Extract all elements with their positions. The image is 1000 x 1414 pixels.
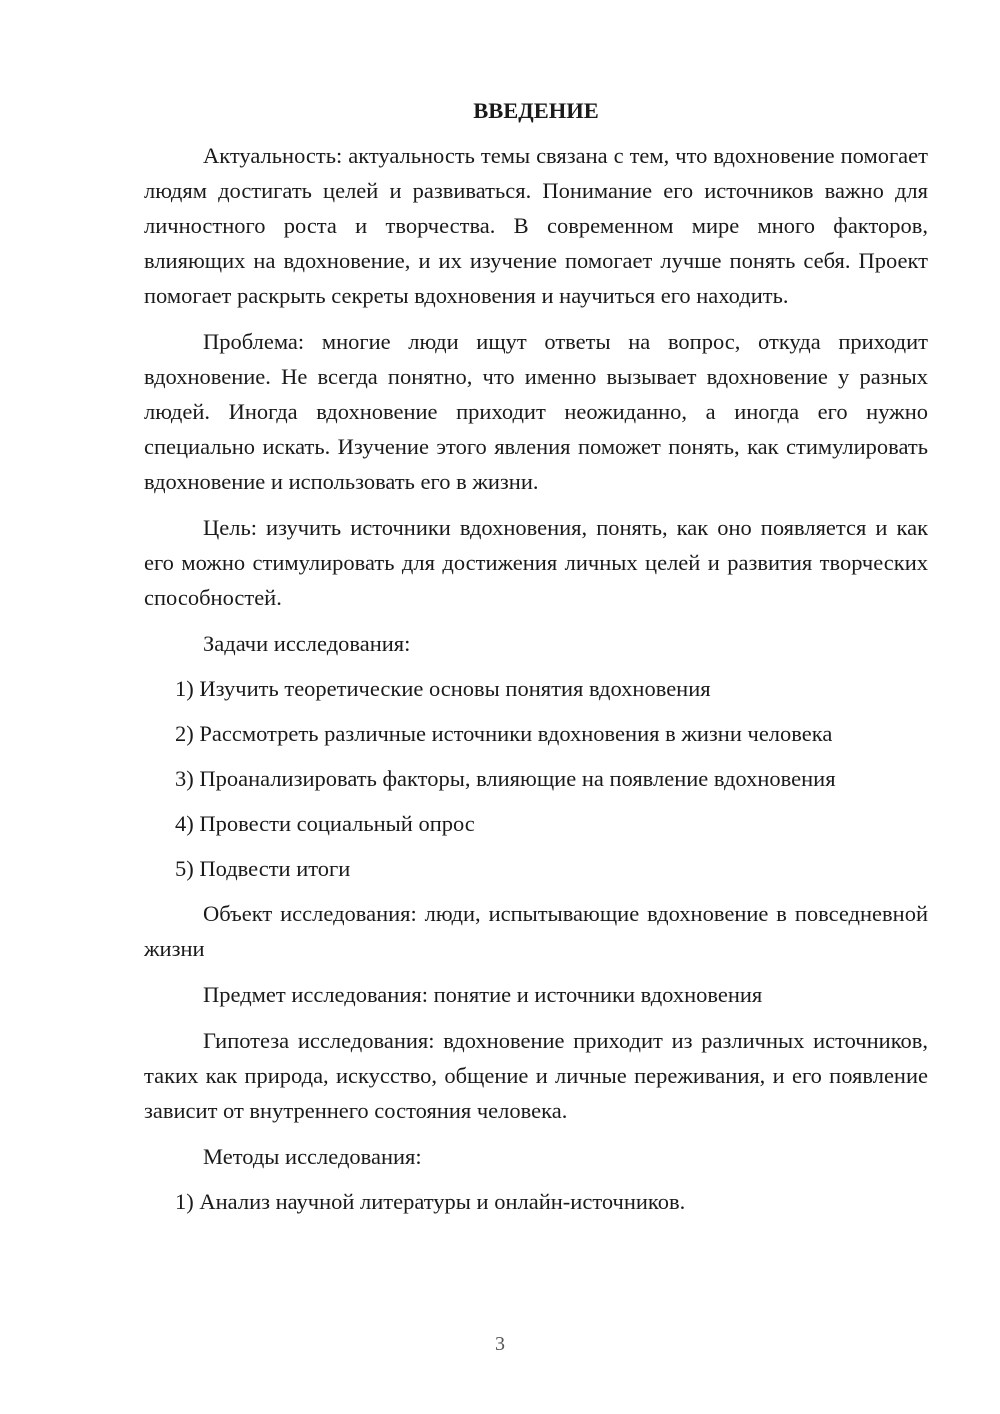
- task-item-1: 1) Изучить теоретические основы понятия вдохновения: [175, 676, 711, 701]
- goal-paragraph: Цель: изучить источники вдохновения, понять, как оно появляется и как его можно стимулировать для достижения личных целей и развития творческих способностей.: [144, 515, 928, 610]
- task-item-4: 4) Провести социальный опрос: [175, 811, 475, 836]
- object-paragraph: Объект исследования: люди, испытывающие вдохновение в повседневной жизни: [144, 901, 928, 961]
- methods-heading: Методы исследования:: [203, 1144, 422, 1169]
- page-number: 3: [495, 1333, 505, 1355]
- relevance-paragraph: Актуальность: актуальность темы связана с тем, что вдохновение помогает людям достигать целей и развиваться. Понимание его источников важно для личностного роста и творчества. В современном мире много факторов, влияющих на вдохновение, и их изучение помогает лучше понять себя. Проект помогает раскрыть секреты вдохновения и научиться его находить.: [144, 143, 928, 308]
- task-item-5: 5) Подвести итоги: [175, 856, 351, 881]
- method-item-1: 1) Анализ научной литературы и онлайн-источников.: [175, 1189, 686, 1214]
- tasks-heading: Задачи исследования:: [203, 631, 411, 656]
- task-item-3: 3) Проанализировать факторы, влияющие на появление вдохновения: [175, 766, 836, 791]
- subject-paragraph: Предмет исследования: понятие и источники вдохновения: [203, 982, 763, 1007]
- problem-paragraph: Проблема: многие люди ищут ответы на вопрос, откуда приходит вдохновение. Не всегда понятно, что именно вызывает вдохновение у разных людей. Иногда вдохновение приходит неожиданно, а иногда его нужно специально искать. Изучение этого явления поможет понять, как стимулировать вдохновение и использовать его в жизни.: [144, 329, 928, 494]
- task-item-2: 2) Рассмотреть различные источники вдохновения в жизни человека: [175, 721, 833, 746]
- page-body: [144, 96, 928, 1229]
- section-title: ВВЕДЕНИЕ: [473, 98, 599, 123]
- hypothesis-paragraph: Гипотеза исследования: вдохновение приходит из различных источников, таких как природа, искусство, общение и личные переживания, и его появление зависит от внутреннего состояния человека.: [144, 1028, 928, 1123]
